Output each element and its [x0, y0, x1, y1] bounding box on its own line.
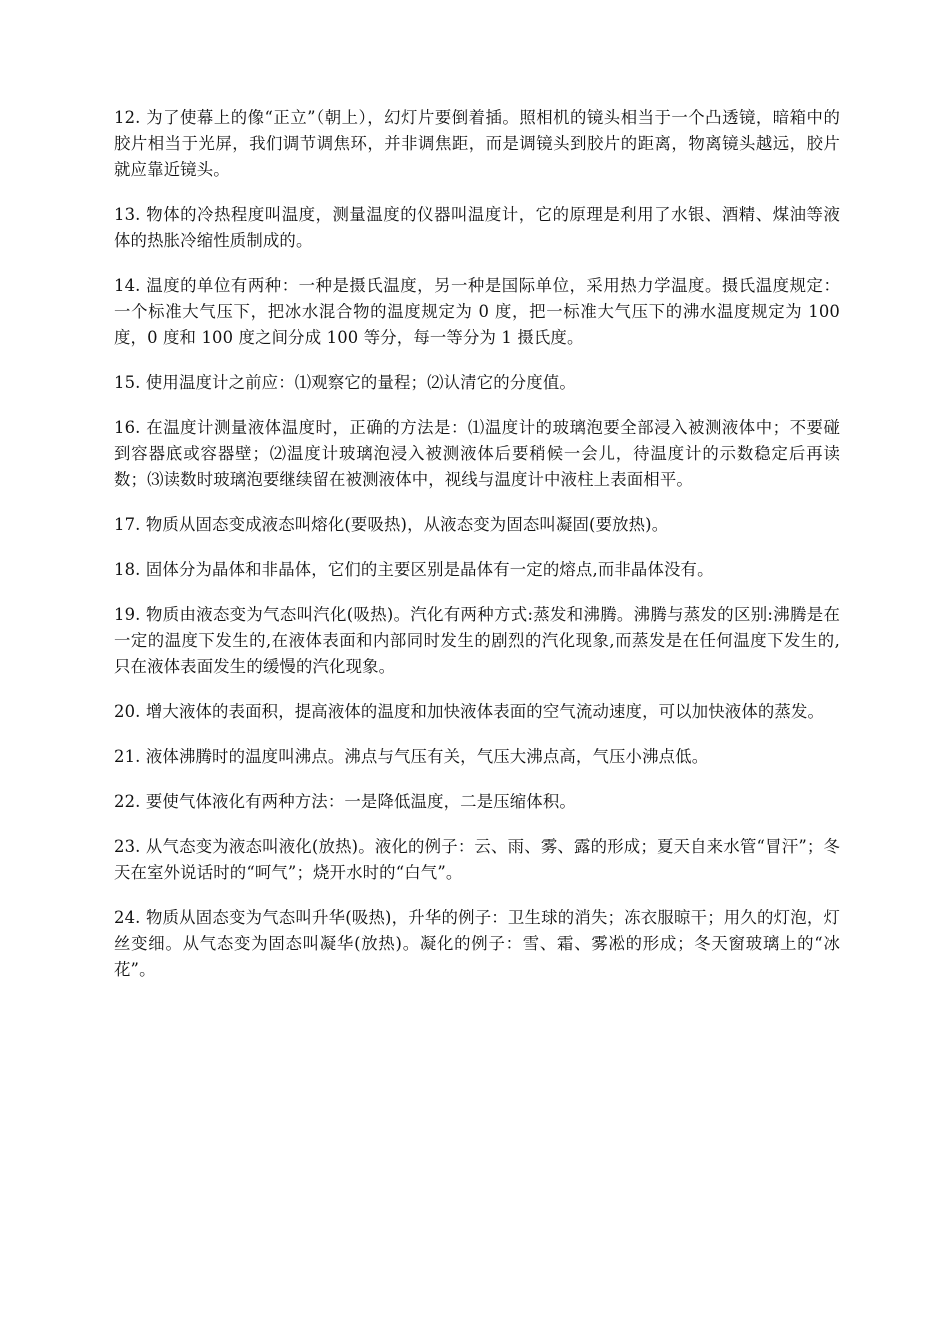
paragraph-19: 19. 物质由液态变为气态叫汽化(吸热)。汽化有两种方式:蒸发和沸腾。沸腾与蒸发的区别:沸腾是在一定的温度下发生的,在液体表面和内部同时发生的剧烈的汽化现象,而蒸发是在任何温度下发生的,只在液体表面发生的缓慢的汽化现象。: [114, 605, 840, 676]
paragraph-14: 14. 温度的单位有两种：一种是摄氏温度，另一种是国际单位，采用热力学温度。摄氏温度规定：一个标准大气压下，把冰水混合物的温度规定为 0 度，把一标准大气压下的沸水温度规定为 100 度，0 度和 100 度之间分成 100 等分，每一等分为 1 摄氏度。: [114, 276, 840, 347]
paragraph-15: 15. 使用温度计之前应：⑴观察它的量程；⑵认清它的分度值。: [114, 373, 576, 392]
document-body: [114, 105, 840, 1002]
paragraph-12: 12. 为了使幕上的像“正立”（朝上），幻灯片要倒着插。照相机的镜头相当于一个凸透镜，暗箱中的胶片相当于光屏，我们调节调焦环，并非调焦距，而是调镜头到胶片的距离，物离镜头越远，胶片就应靠近镜头。: [114, 108, 840, 179]
paragraph-16: 16. 在温度计测量液体温度时，正确的方法是：⑴温度计的玻璃泡要全部浸入被测液体中；不要碰到容器底或容器壁；⑵温度计玻璃泡浸入被测液体后要稍候一会儿，待温度计的示数稳定后再读数；⑶读数时玻璃泡要继续留在被测液体中，视线与温度计中液柱上表面相平。: [114, 418, 840, 489]
paragraph-21: 21. 液体沸腾时的温度叫沸点。沸点与气压有关，气压大沸点高，气压小沸点低。: [114, 747, 709, 766]
paragraph-23: 23. 从气态变为液态叫液化(放热)。液化的例子：云、雨、雾、露的形成；夏天自来水管“冒汗”；冬天在室外说话时的“呵气”；烧开水时的“白气”。: [114, 837, 840, 882]
paragraph-24: 24. 物质从固态变为气态叫升华(吸热)，升华的例子：卫生球的消失；冻衣服晾干；用久的灯泡，灯丝变细。从气态变为固态叫凝华(放热)。凝化的例子：雪、霜、雾凇的形成；冬天窗玻璃上的“冰花”。: [114, 908, 840, 979]
paragraph-18: 18. 固体分为晶体和非晶体，它们的主要区别是晶体有一定的熔点,而非晶体没有。: [114, 560, 714, 579]
paragraph-17: 17. 物质从固态变成液态叫熔化(要吸热)，从液态变为固态叫凝固(要放热)。: [114, 515, 669, 534]
paragraph-22: 22. 要使气体液化有两种方法：一是降低温度，二是压缩体积。: [114, 792, 576, 811]
paragraph-20: 20. 增大液体的表面积，提高液体的温度和加快液体表面的空气流动速度，可以加快液体的蒸发。: [114, 702, 825, 721]
paragraph-13: 13. 物体的冷热程度叫温度，测量温度的仪器叫温度计，它的原理是利用了水银、酒精、煤油等液体的热胀冷缩性质制成的。: [114, 205, 840, 250]
